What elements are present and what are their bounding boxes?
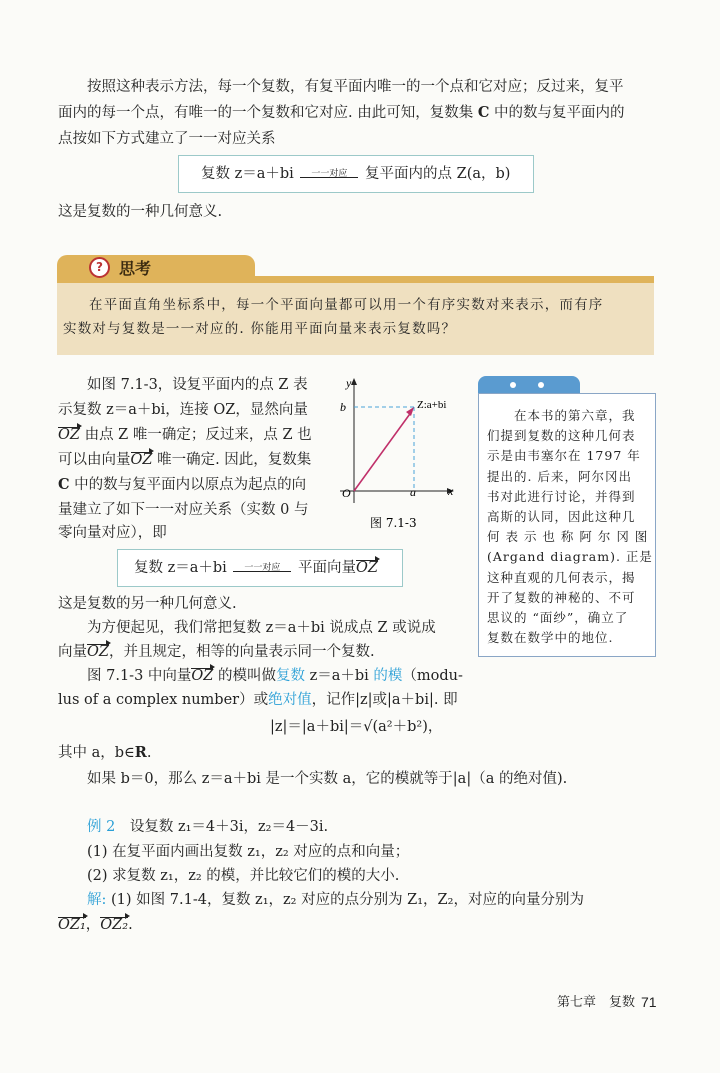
arrow-label: 一一对应 [311, 169, 348, 179]
text-segment: C [477, 104, 490, 121]
sidebar-line: 何 表 示 也 称 阿 尔 冈 图 [487, 529, 649, 545]
vector-notation: OZ₁ [58, 917, 86, 933]
para3-line [87, 618, 436, 638]
vector-notation: OZ₂ [100, 917, 129, 933]
text-segment: 可以由向量 [58, 452, 131, 468]
sidebar-note [478, 393, 656, 657]
sidebar-line: 们提到复数的这种几何表 [487, 428, 636, 444]
question-icon: ? [89, 257, 110, 278]
para3-line [58, 642, 375, 662]
geometric-meaning-line: 这是复数的一种几何意义. [58, 204, 223, 220]
sidebar-line: 思议的 “面纱”，确立了 [487, 610, 629, 625]
vector-arrow-icon [406, 407, 414, 416]
text-segment: 中的数与复平面内的 [489, 105, 625, 121]
think-title: 思考 [119, 259, 152, 278]
text-segment: (1) 如图 7.1-4，复数 z₁，z₂ 对应的点分别为 Z₁，Z₂，对应的向量分别为 [106, 892, 584, 908]
box1-left: 复数 z＝a＋bi [201, 166, 294, 182]
sidebar-line: 复数在数学中的地位. [487, 630, 614, 646]
example-line [87, 817, 328, 837]
text-segment: 图 7.1-3 中向量 [87, 668, 192, 684]
bidirectional-arrow-icon [298, 164, 360, 184]
think-box [57, 276, 654, 355]
para3-line [58, 690, 458, 710]
point-label: Z:a+bi [417, 399, 447, 411]
a-label: a [410, 485, 416, 499]
y-label: y [346, 376, 352, 390]
b-label: b [340, 400, 346, 414]
sidebar-tab [478, 376, 580, 394]
text-segment: 设复数 z₁＝4＋3i，z₂＝4－3i. [115, 819, 329, 835]
para2-line [58, 523, 167, 543]
para1-line [87, 77, 624, 97]
para2-line [58, 425, 312, 445]
box1-right: 复平面内的点 Z(a，b) [365, 166, 511, 182]
text-segment: 点按如下方式建立了一一对应关系 [58, 131, 276, 147]
example-line [87, 890, 584, 910]
text-segment: 按照这种表示方法，每一个复数，有复平面内唯一的一个点和它对应；反过来，复平 [87, 79, 624, 95]
vector-notation: OZ [87, 644, 109, 660]
figure-caption: 图 7.1-3 [370, 516, 417, 530]
text-segment: . [146, 745, 152, 761]
sidebar-line: 在本书的第六章，我 [487, 408, 636, 423]
text-segment: 的模叫做 [213, 668, 276, 684]
para2-line [58, 400, 308, 420]
text-segment: lus of a complex number）或 [58, 692, 269, 708]
think-header-tab [57, 255, 255, 279]
text-segment: 唯一确定. 因此，复数集 [152, 452, 312, 468]
para2-line [58, 450, 311, 470]
sidebar-line: 示是由韦塞尔在 1797 年 [487, 448, 641, 464]
example-line [87, 866, 399, 886]
text-segment: ， [85, 917, 101, 933]
text-segment: . [128, 917, 133, 933]
text-segment: 向量 [58, 644, 87, 660]
box2-right: 平面向量 [298, 560, 357, 576]
bidirectional-arrow-icon [231, 558, 293, 578]
text-segment: 零向量对应），即 [58, 525, 167, 541]
dot-icon [510, 382, 516, 388]
example-line [87, 842, 409, 862]
text-segment: ，并且规定，相等的向量表示同一个复数. [108, 644, 375, 660]
para2-line [58, 500, 308, 520]
text-segment: 如果 b＝0，那么 z＝a＋bi 是一个实数 a，它的模就等于|a|（a 的绝对值). [87, 771, 568, 787]
highlight-term: 解: [87, 892, 107, 908]
complex-plane-figure [330, 375, 465, 535]
highlight-term: 例 2 [87, 819, 116, 835]
text-segment: z＝a＋bi [304, 668, 374, 684]
highlight-term: 复数 [275, 668, 305, 684]
correspondence-box-point [178, 155, 534, 193]
text-segment: 其中 a，b∈ [58, 745, 135, 761]
vector-oz-text: OZ [356, 560, 378, 576]
text-segment: (2) 求复数 z₁，z₂ 的模，并比较它们的模的大小. [87, 868, 400, 884]
para3-line [58, 743, 151, 763]
think-line: 在平面直角坐标系中，每一个平面向量都可以用一个有序实数对来表示，而有序 [89, 297, 604, 313]
origin-label: O [342, 486, 351, 500]
para3-line [87, 666, 463, 686]
x-label: x [448, 484, 454, 498]
example-line [58, 915, 133, 935]
box2-left: 复数 z＝a＋bi [134, 560, 227, 576]
arrow-label: 一一对应 [244, 563, 281, 573]
correspondence-box-vector [117, 549, 403, 587]
text-segment: 这是复数的另一种几何意义. [58, 596, 237, 612]
page-number: 71 [641, 994, 657, 1010]
sidebar-line: 书对此进行讨论，并得到 [487, 488, 636, 504]
sidebar-line: 提出的. 后来，阿尔冈出 [487, 468, 632, 484]
text-segment: C [58, 476, 70, 493]
highlight-term: 的模 [373, 668, 403, 684]
sidebar-line: (Argand diagram). 正是 [487, 549, 653, 565]
para2-line [58, 475, 306, 495]
text-segment: ，记作|z|或|a＋bi|. 即 [311, 692, 458, 708]
text-segment: |z|＝|a＋bi|＝√(a²＋b²)， [270, 719, 443, 735]
dot-icon [538, 382, 544, 388]
para1-line [58, 103, 624, 123]
vector-notation: OZ [130, 452, 153, 468]
para3-line [58, 594, 237, 614]
para1-line [58, 129, 276, 149]
para2-line [87, 375, 308, 395]
sidebar-line: 这种直观的几何表示，揭 [487, 569, 636, 585]
footer-chapter: 第七章 复数 [557, 995, 636, 1010]
think-line: 实数对与复数是一一对应的. 你能用平面向量来表示复数吗？ [63, 321, 457, 337]
text-segment: R [134, 744, 147, 761]
text-segment: 示复数 z＝a＋bi，连接 OZ，显然向量 [58, 402, 308, 418]
y-axis-arrow-icon [351, 378, 357, 385]
text-segment: 由点 Z 唯一确定；反过来，点 Z 也 [79, 427, 312, 443]
text-segment: 如图 7.1-3，设复平面内的点 Z 表 [87, 377, 308, 393]
text-segment: 量建立了如下一一对应关系（实数 0 与 [58, 502, 309, 518]
vector-oz [354, 411, 412, 491]
highlight-term: 绝对值 [268, 692, 312, 708]
vector-notation: OZ [191, 668, 214, 684]
text-segment: 中的数与复平面内以原点为起点的向 [69, 477, 307, 493]
text-segment: 面内的每一个点，有唯一的一个复数和它对应. 由此可知，复数集 [58, 105, 478, 121]
sidebar-line: 高斯的认同，因此这种几 [487, 509, 636, 524]
para3-line [270, 717, 442, 737]
para3-line [87, 769, 567, 789]
sidebar-line: 开了复数的神秘的、不可 [487, 589, 636, 605]
text-segment: 为方便起见，我们常把复数 z＝a＋bi 说成点 Z 或说成 [87, 620, 436, 636]
text-segment: (1) 在复平面内画出复数 z₁，z₂ 对应的点和向量； [87, 844, 410, 860]
vector-notation: OZ [58, 427, 80, 443]
text-segment: （modu- [402, 668, 463, 684]
